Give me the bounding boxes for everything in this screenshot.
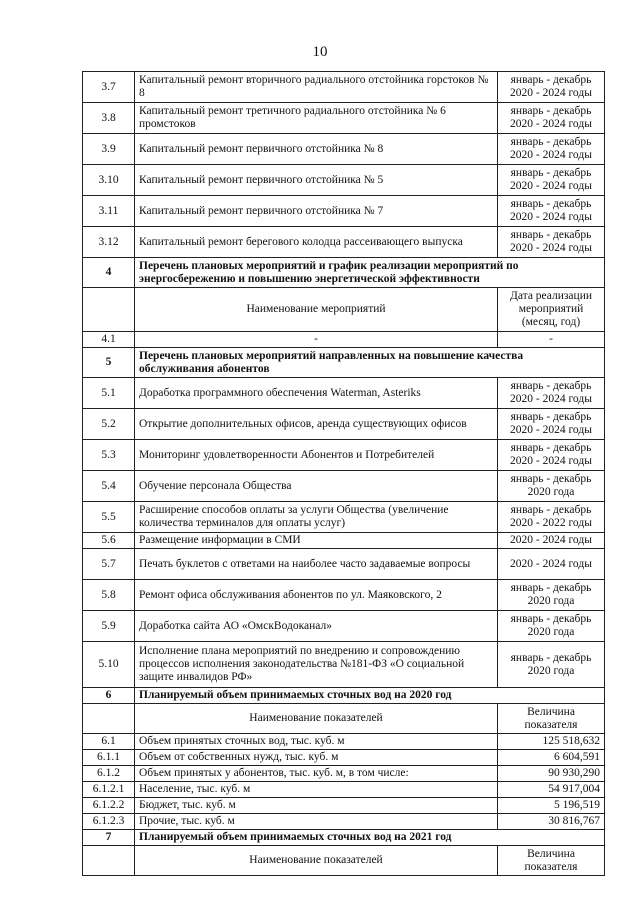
table-row: [83, 734, 605, 750]
column-header-row: [83, 846, 605, 876]
row-number: 5.7: [83, 549, 135, 580]
row-date: январь - декабрь 2020 - 2024 годы: [498, 378, 605, 409]
table-row: [83, 549, 605, 580]
table-row: [83, 332, 605, 348]
row-date: январь - декабрь 2020 - 2024 годы: [498, 103, 605, 134]
row-number: 3.10: [83, 165, 135, 196]
row-name: Капитальный ремонт берегового колодца рассеивающего выпуска: [135, 227, 498, 258]
row-date: январь - декабрь 2020 - 2022 годы: [498, 502, 605, 533]
section-title: Планируемый объем принимаемых сточных вод на 2021 год: [135, 830, 605, 846]
row-value: 125 518,632: [498, 734, 605, 750]
row-date: январь - декабрь 2020 - 2024 годы: [498, 165, 605, 196]
section-number: 6: [83, 688, 135, 704]
row-number: 6.1.1: [83, 750, 135, 766]
table-row: [83, 766, 605, 782]
row-date: январь - декабрь 2020 года: [498, 642, 605, 688]
row-value: 90 930,290: [498, 766, 605, 782]
table-row: [83, 409, 605, 440]
header-name: Наименование показателей: [135, 704, 498, 734]
header-value: Величина показателя: [498, 846, 605, 876]
table-row: [83, 750, 605, 766]
row-value: 30 816,767: [498, 814, 605, 830]
section-heading-row: [83, 348, 605, 378]
row-date: -: [498, 332, 605, 348]
row-value: 54 917,004: [498, 782, 605, 798]
row-date: январь - декабрь 2020 года: [498, 611, 605, 642]
row-name: Объем принятых сточных вод, тыс. куб. м: [135, 734, 498, 750]
row-name: Доработка программного обеспечения Waterman, Asteriks: [135, 378, 498, 409]
row-date: январь - декабрь 2020 года: [498, 580, 605, 611]
table-row: [83, 580, 605, 611]
row-number: 6.1.2.1: [83, 782, 135, 798]
row-number: 6.1.2.2: [83, 798, 135, 814]
table-row: [83, 440, 605, 471]
row-number: 5.6: [83, 533, 135, 549]
table-row: [83, 814, 605, 830]
section-number: 4: [83, 258, 135, 288]
row-name: Объем принятых у абонентов, тыс. куб. м, в том числе:: [135, 766, 498, 782]
row-number: 5.5: [83, 502, 135, 533]
row-number: 5.10: [83, 642, 135, 688]
row-number: 5.1: [83, 378, 135, 409]
row-name: Объем от собственных нужд, тыс. куб. м: [135, 750, 498, 766]
section-heading-row: [83, 688, 605, 704]
table-row: [83, 165, 605, 196]
row-name: Капитальный ремонт вторичного радиального отстойника горстоков № 8: [135, 72, 498, 103]
row-name: Ремонт офиса обслуживания абонентов по ул. Маяковского, 2: [135, 580, 498, 611]
table-row: [83, 196, 605, 227]
row-date: январь - декабрь 2020 - 2024 годы: [498, 409, 605, 440]
header-date: Дата реализации мероприятий (месяц, год): [498, 288, 605, 332]
page-number: 10: [312, 44, 328, 60]
table-row: [83, 782, 605, 798]
row-name: Исполнение плана мероприятий по внедрению и сопровождению процессов исполнения законодательства №181-ФЗ «О социальной защите инвалидов РФ»: [135, 642, 498, 688]
row-number: 5.9: [83, 611, 135, 642]
table-row: [83, 378, 605, 409]
section-heading-row: [83, 258, 605, 288]
row-number: 6.1.2: [83, 766, 135, 782]
row-date: январь - декабрь 2020 - 2024 годы: [498, 72, 605, 103]
table-row: [83, 227, 605, 258]
section-number: 5: [83, 348, 135, 378]
row-name: Капитальный ремонт третичного радиального отстойника № 6 промстоков: [135, 103, 498, 134]
row-name: Обучение персонала Общества: [135, 471, 498, 502]
row-name: Капитальный ремонт первичного отстойника № 5: [135, 165, 498, 196]
row-number: 3.7: [83, 72, 135, 103]
row-number: 3.12: [83, 227, 135, 258]
column-header-row: [83, 288, 605, 332]
row-name: Открытие дополнительных офисов, аренда существующих офисов: [135, 409, 498, 440]
header-value: Величина показателя: [498, 704, 605, 734]
row-date: январь - декабрь 2020 - 2024 годы: [498, 196, 605, 227]
table-row: [83, 798, 605, 814]
row-number: 3.8: [83, 103, 135, 134]
section-title: Планируемый объем принимаемых сточных вод на 2020 год: [135, 688, 605, 704]
section-heading-row: [83, 830, 605, 846]
row-name: Капитальный ремонт первичного отстойника № 8: [135, 134, 498, 165]
plan-table-body: [83, 72, 605, 876]
header-number: [83, 846, 135, 876]
row-number: 4.1: [83, 332, 135, 348]
header-number: [83, 704, 135, 734]
row-name: Размещение информации в СМИ: [135, 533, 498, 549]
header-name: Наименование мероприятий: [135, 288, 498, 332]
row-name: Мониторинг удовлетворенности Абонентов и Потребителей: [135, 440, 498, 471]
row-name: Расширение способов оплаты за услуги Общества (увеличение количества терминалов для оплаты услуг): [135, 502, 498, 533]
section-title: Перечень плановых мероприятий направленных на повышение качества обслуживания абонентов: [135, 348, 605, 378]
row-number: 5.4: [83, 471, 135, 502]
row-date: 2020 - 2024 годы: [498, 549, 605, 580]
section-number: 7: [83, 830, 135, 846]
row-name: -: [135, 332, 498, 348]
section-title: Перечень плановых мероприятий и график реализации мероприятий по энергосбережению и повышению энергетической эффективности: [135, 258, 605, 288]
row-value: 6 604,591: [498, 750, 605, 766]
header-number: [83, 288, 135, 332]
row-date: январь - декабрь 2020 - 2024 годы: [498, 227, 605, 258]
column-header-row: [83, 704, 605, 734]
table-row: [83, 103, 605, 134]
row-name: Доработка сайта АО «ОмскВодоканал»: [135, 611, 498, 642]
row-number: 5.8: [83, 580, 135, 611]
row-number: 6.1.2.3: [83, 814, 135, 830]
row-number: 5.3: [83, 440, 135, 471]
row-number: 6.1: [83, 734, 135, 750]
table-row: [83, 611, 605, 642]
table-row: [83, 533, 605, 549]
table-row: [83, 134, 605, 165]
row-name: Население, тыс. куб. м: [135, 782, 498, 798]
plan-table: [82, 71, 605, 876]
row-name: Прочие, тыс. куб. м: [135, 814, 498, 830]
header-name: Наименование показателей: [135, 846, 498, 876]
row-date: январь - декабрь 2020 - 2024 годы: [498, 440, 605, 471]
table-row: [83, 471, 605, 502]
row-name: Бюджет, тыс. куб. м: [135, 798, 498, 814]
row-date: январь - декабрь 2020 - 2024 годы: [498, 134, 605, 165]
table-row: [83, 642, 605, 688]
row-value: 5 196,519: [498, 798, 605, 814]
row-date: 2020 - 2024 годы: [498, 533, 605, 549]
row-number: 3.9: [83, 134, 135, 165]
row-number: 5.2: [83, 409, 135, 440]
table-row: [83, 502, 605, 533]
row-number: 3.11: [83, 196, 135, 227]
row-name: Капитальный ремонт первичного отстойника № 7: [135, 196, 498, 227]
table-row: [83, 72, 605, 103]
row-name: Печать буклетов с ответами на наиболее часто задаваемые вопросы: [135, 549, 498, 580]
row-date: январь - декабрь 2020 года: [498, 471, 605, 502]
